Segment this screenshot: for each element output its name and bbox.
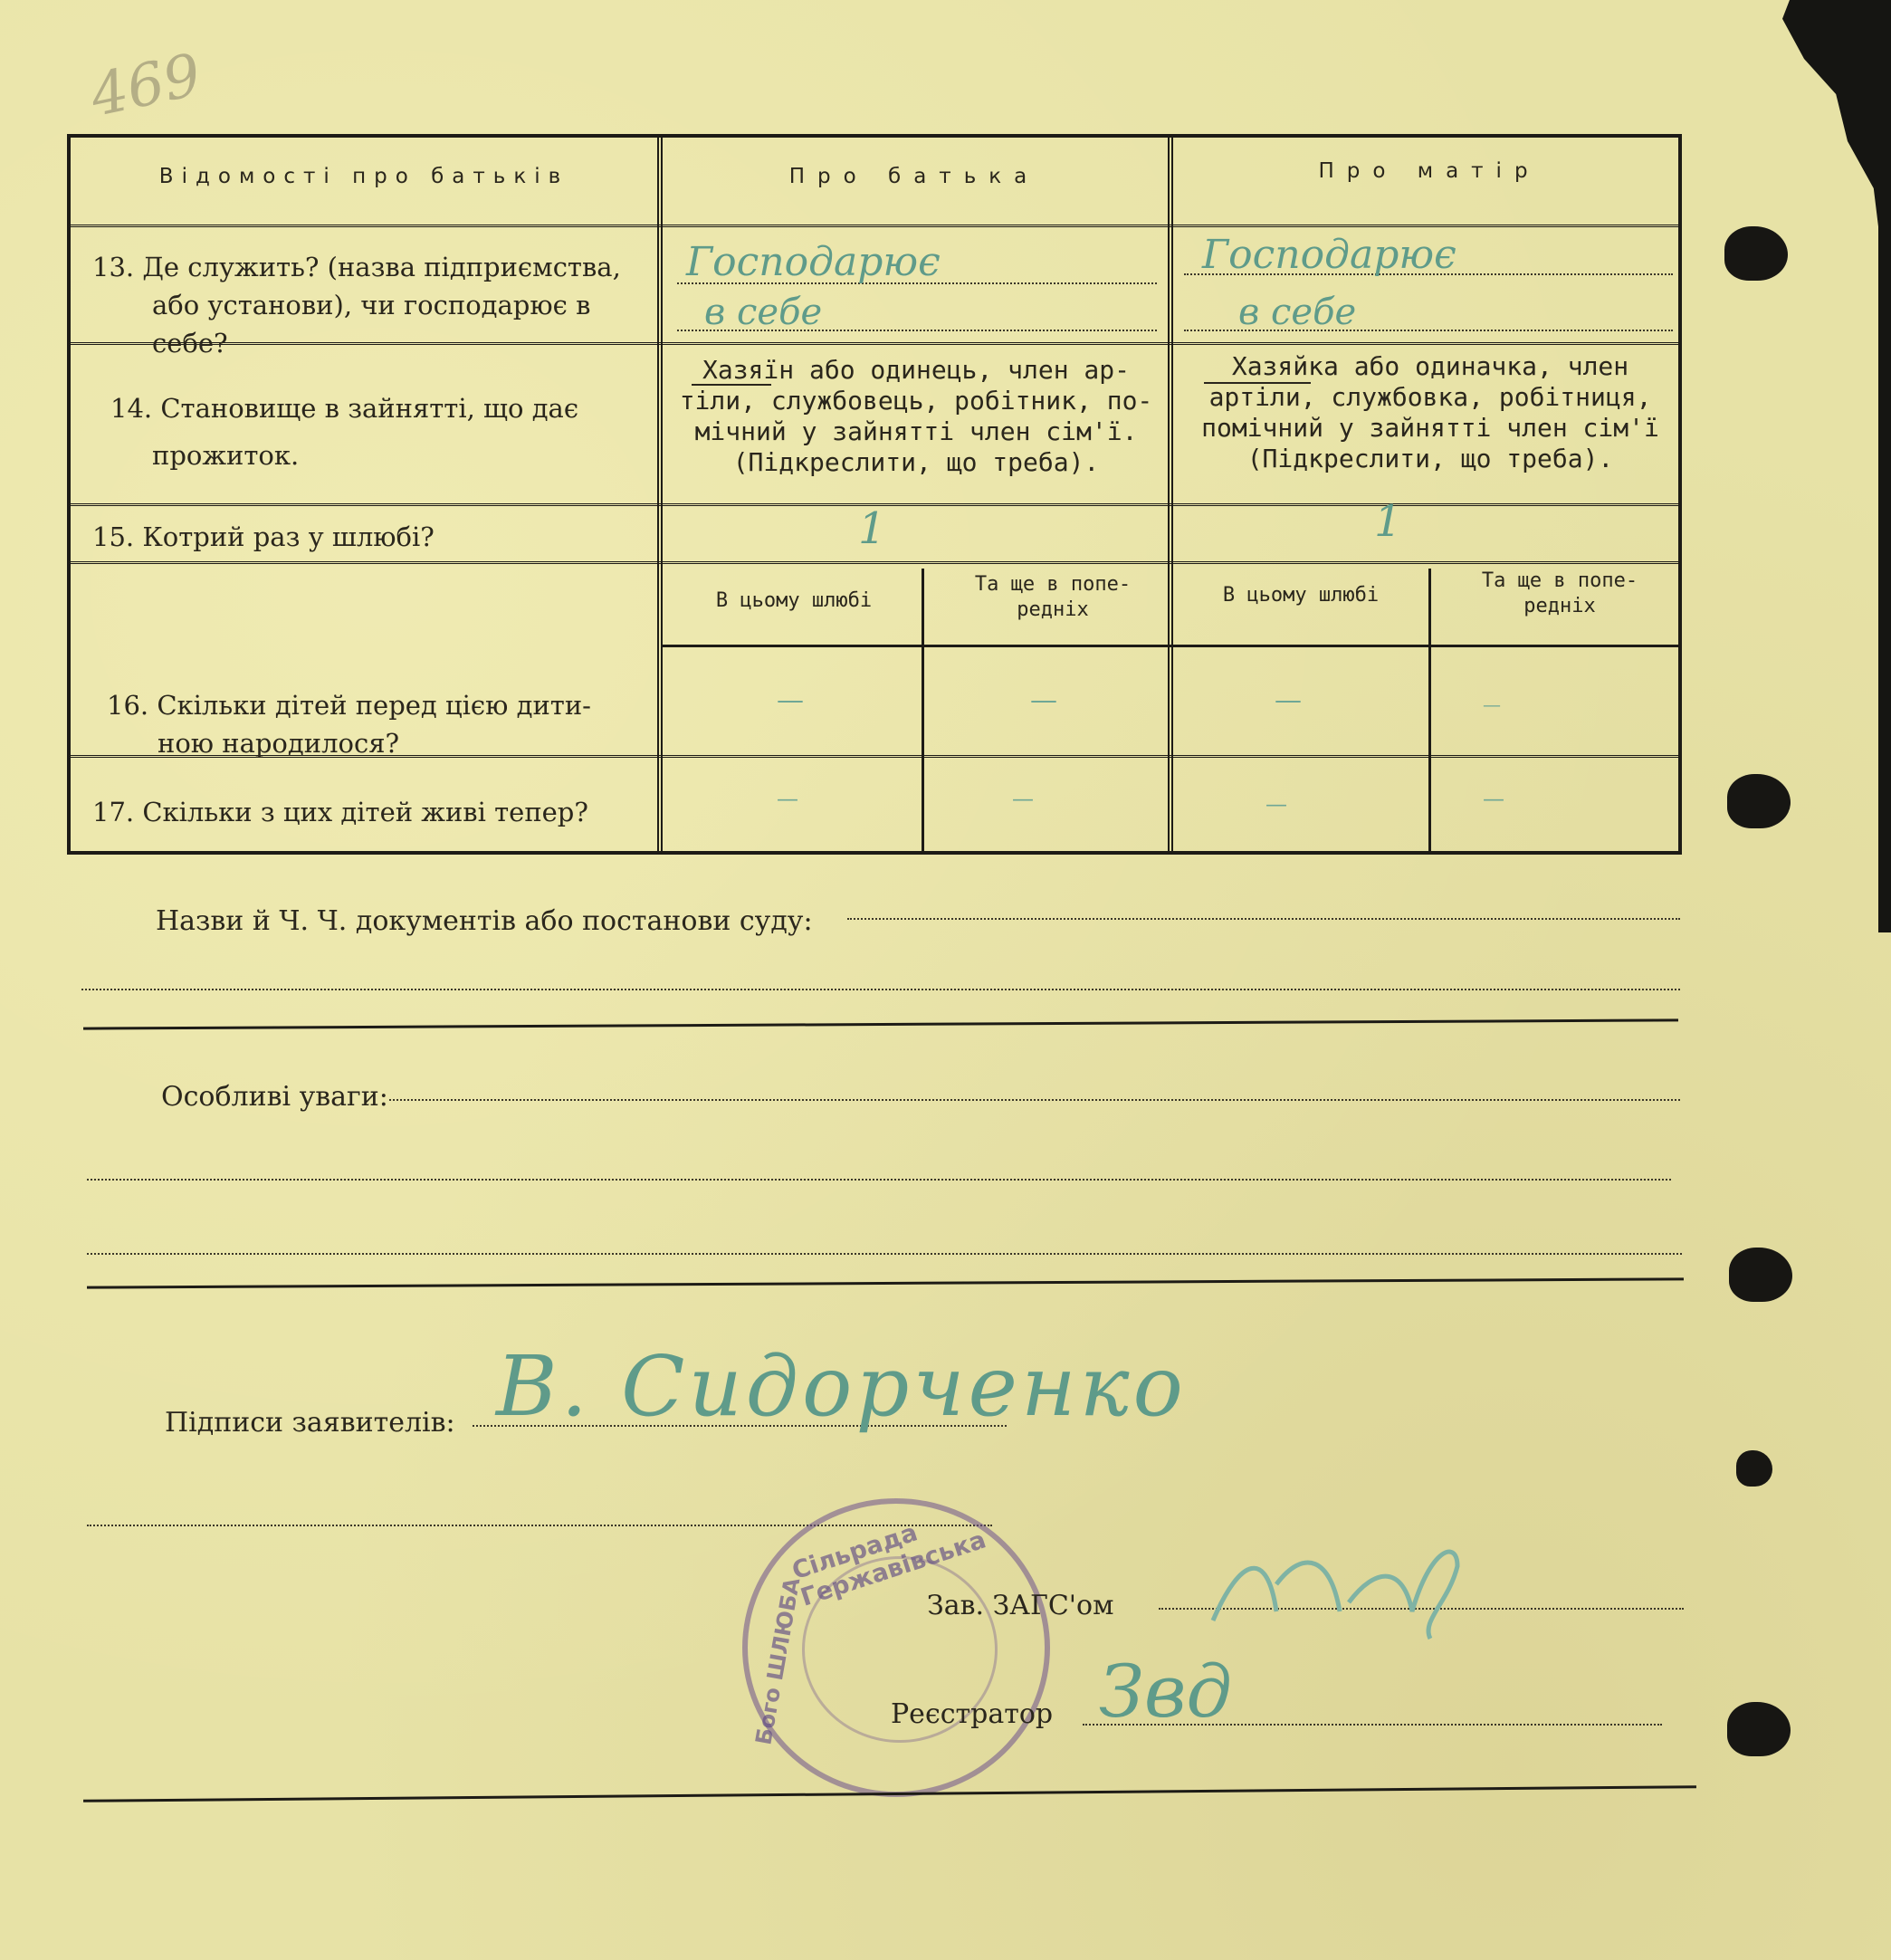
alive-mother-this: — — [1265, 791, 1287, 817]
fill-line — [87, 1179, 1671, 1181]
row14-label — [110, 389, 654, 474]
registrar-label: Реєстратор — [891, 1698, 1054, 1730]
section-rule — [83, 1018, 1678, 1029]
header-mother: Про матір — [1318, 159, 1541, 183]
father-status-line4: (Підкреслити, що треба). — [732, 447, 1100, 477]
previous-header-line2: редніх — [1017, 598, 1089, 621]
previous-header-line2: редніх — [1523, 595, 1596, 617]
row-number: 15. — [92, 521, 135, 552]
mother-status-line2: артіли, службовка, робітниця, — [1208, 382, 1652, 412]
row15-label — [92, 518, 654, 556]
father-status-line3: мічний у зайнятті член сім'ї. — [694, 416, 1138, 446]
parents-info-table — [67, 134, 1682, 855]
row-divider — [661, 645, 1678, 647]
children-father-prev: — — [1030, 684, 1057, 716]
mother-previous-header — [1434, 569, 1686, 619]
header-parents-info: Відомості про батьків — [158, 165, 569, 188]
registry-head-label: Зав. ЗАГС'ом — [927, 1590, 1114, 1621]
row13-label — [92, 248, 654, 362]
column-divider — [1168, 138, 1173, 851]
row-number: 17. — [92, 797, 135, 827]
alive-father-prev: — — [1012, 786, 1034, 811]
row-divider — [71, 561, 1678, 567]
row-number: 14. — [110, 393, 153, 424]
mother-status-line3: помічний у зайнятті член сім'ї — [1201, 413, 1659, 443]
children-mother-this: — — [1275, 684, 1302, 716]
row-number: 16. — [107, 690, 149, 721]
row14-label-line2: прожиток. — [152, 440, 300, 471]
binding-hole — [1727, 1702, 1791, 1756]
mother-this-marriage-header: В цьому шлюбі — [1222, 584, 1380, 607]
row-number: 13. — [92, 252, 135, 282]
underline-mark — [692, 384, 771, 386]
children-mother-prev: — — [1483, 693, 1501, 715]
registrar-signature: Звд — [1099, 1649, 1233, 1734]
fill-line — [81, 989, 1680, 990]
column-divider — [1428, 569, 1431, 851]
applicant-signature: В. Сидорченко — [496, 1338, 1187, 1435]
column-divider — [922, 569, 924, 851]
father-status-options — [668, 355, 1164, 478]
row13-label-line2: або установи), чи господарює в себе? — [152, 290, 591, 359]
father-this-marriage-header: В цьому шлюбі — [715, 589, 873, 612]
binding-hole — [1736, 1450, 1772, 1487]
stamp-arc-text: Сільрада Гержавівська — [788, 1518, 989, 1612]
mother-marriage-count: 1 — [1374, 496, 1402, 547]
torn-dark-corner — [1746, 0, 1891, 235]
dark-right-edge — [1878, 217, 1891, 932]
mother-occupation-handwritten: Господарює — [1202, 232, 1456, 278]
mother-status-line1: Хазяйка або одиначка, член — [1231, 351, 1629, 381]
alive-father-this: — — [777, 786, 798, 811]
stamp-side-text: Бого ШЛЮБА — [750, 1575, 806, 1747]
fill-line — [847, 918, 1680, 920]
row17-label-text: Скільки з цих дітей живі тепер? — [142, 797, 588, 827]
father-occupation-handwritten: Господарює — [686, 239, 941, 285]
previous-header-line1: Та ще в попе- — [1481, 569, 1638, 592]
father-status-line2: тіли, службовець, робітник, по- — [679, 386, 1153, 416]
previous-header-line1: Та ще в попе- — [974, 573, 1132, 596]
alive-mother-prev: — — [1483, 786, 1504, 811]
fill-line — [87, 1253, 1682, 1255]
row16-label — [107, 686, 657, 762]
row16-label-line2: ною народилося? — [158, 728, 400, 759]
row16-label-line1: Скільки дітей перед цією дити- — [157, 690, 591, 721]
fill-line — [389, 1099, 1680, 1101]
registry-head-signature — [1204, 1530, 1476, 1648]
documents-label: Назви й Ч. Ч. документів або постанови суду: — [156, 905, 813, 937]
official-stamp — [742, 1498, 1050, 1797]
underline-mark — [1204, 382, 1311, 384]
row15-label-text: Котрий раз у шлюбі? — [142, 521, 435, 552]
mother-occupation-handwritten-2: в себе — [1238, 292, 1357, 333]
mother-status-options — [1177, 351, 1684, 474]
column-divider — [657, 138, 663, 851]
row-divider — [71, 225, 1678, 230]
children-father-this: — — [777, 684, 804, 716]
binding-hole — [1729, 1248, 1792, 1302]
father-occupation-handwritten-2: в себе — [704, 292, 823, 333]
mother-status-line4: (Підкреслити, що треба). — [1246, 444, 1614, 473]
page-number: 469 — [84, 42, 207, 130]
row13-label-line1: Де служить? (назва підприємства, — [142, 252, 621, 282]
father-marriage-count: 1 — [858, 503, 886, 554]
binding-hole — [1724, 226, 1788, 281]
remarks-label: Особливі уваги: — [161, 1081, 388, 1113]
row14-label-line1: Становище в зайнятті, що дає — [160, 393, 579, 424]
father-status-line1: Хазяїн або одинець, член ар- — [702, 355, 1130, 385]
signatures-label: Підписи заявителів: — [165, 1407, 455, 1439]
binding-hole — [1727, 774, 1791, 828]
row17-label — [92, 793, 654, 831]
father-previous-header — [925, 572, 1180, 623]
header-father: Про батька — [788, 165, 1040, 188]
section-rule — [87, 1277, 1684, 1288]
